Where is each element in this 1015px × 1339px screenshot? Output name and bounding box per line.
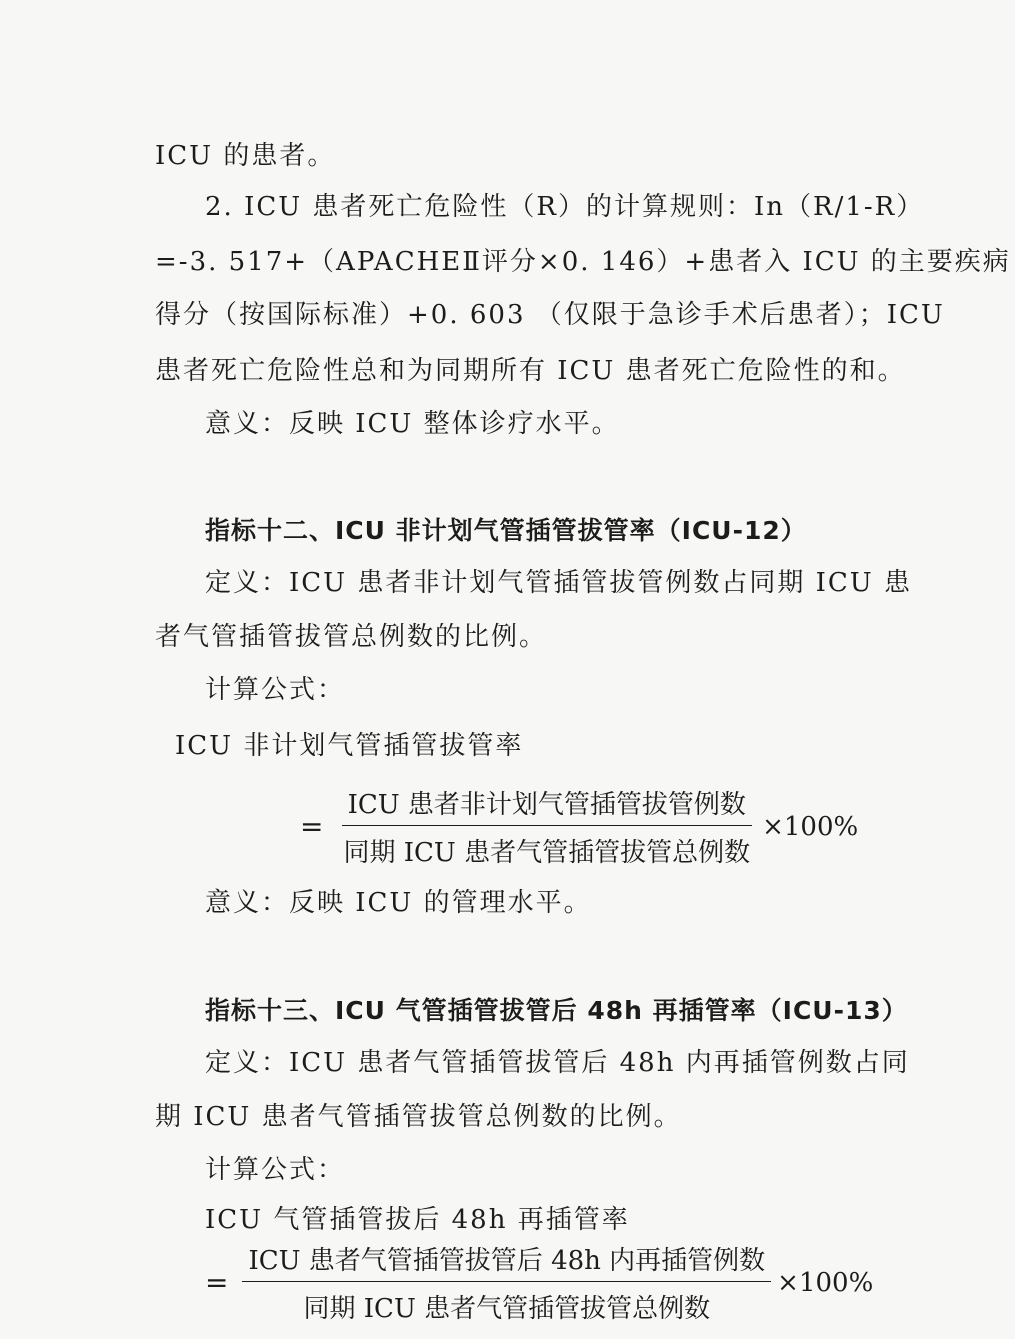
indicator-12-definition-cont: 者气管插管拔管总例数的比例。 bbox=[155, 622, 548, 652]
meaning-line: 意义：反映 ICU 整体诊疗水平。 bbox=[205, 409, 620, 439]
indicator-12-formula-name: ICU 非计划气管插管拔管率 bbox=[175, 731, 524, 761]
indicator-13-heading: 指标十三、ICU 气管插管拔管后 48h 再插管率（ICU-13） bbox=[205, 996, 908, 1025]
indicator-13-definition-cont: 期 ICU 患者气管插管拔管总例数的比例。 bbox=[155, 1102, 682, 1132]
text-line: 得分（按国际标准）+0. 603 （仅限于急诊手术后患者）；ICU bbox=[155, 300, 945, 330]
indicator-13-formula bbox=[205, 1240, 873, 1325]
denominator: 同期 ICU 患者气管插管拔管总例数 bbox=[303, 1294, 711, 1324]
denominator: 同期 ICU 患者气管插管拔管总例数 bbox=[343, 838, 751, 868]
equals-sign: = bbox=[300, 810, 324, 843]
indicator-13-formula-name: ICU 气管插管拔后 48h 再插管率 bbox=[205, 1205, 630, 1235]
indicator-12-definition: 定义：ICU 患者非计划气管插管拔管例数占同期 ICU 患 bbox=[205, 568, 912, 598]
text-line: 患者死亡危险性总和为同期所有 ICU 患者死亡危险性的和。 bbox=[155, 356, 906, 386]
indicator-13-definition: 定义：ICU 患者气管插管拔管后 48h 内再插管例数占同 bbox=[205, 1048, 910, 1078]
fraction bbox=[242, 1240, 771, 1325]
text-line: =-3. 517+（APACHEⅡ评分×0. 146）+患者入 ICU 的主要疾病 bbox=[155, 247, 1011, 277]
indicator-13-formula-label: 计算公式： bbox=[205, 1155, 346, 1185]
text-line: 2. ICU 患者死亡危险性（R）的计算规则：In（R/1-R） bbox=[205, 192, 925, 222]
indicator-12-formula bbox=[300, 784, 858, 869]
text-line: ICU 的患者。 bbox=[155, 141, 336, 171]
numerator: ICU 患者非计划气管插管拔管例数 bbox=[342, 784, 752, 826]
indicator-12-meaning: 意义：反映 ICU 的管理水平。 bbox=[205, 888, 592, 918]
numerator: ICU 患者气管插管拔管后 48h 内再插管例数 bbox=[242, 1240, 771, 1282]
fraction bbox=[337, 784, 756, 869]
multiplier: ×100% bbox=[777, 1267, 874, 1298]
indicator-12-formula-label: 计算公式： bbox=[205, 675, 346, 705]
multiplier: ×100% bbox=[762, 811, 859, 842]
indicator-12-heading: 指标十二、ICU 非计划气管插管拔管率（ICU-12） bbox=[205, 516, 807, 545]
equals-sign: = bbox=[205, 1266, 229, 1299]
